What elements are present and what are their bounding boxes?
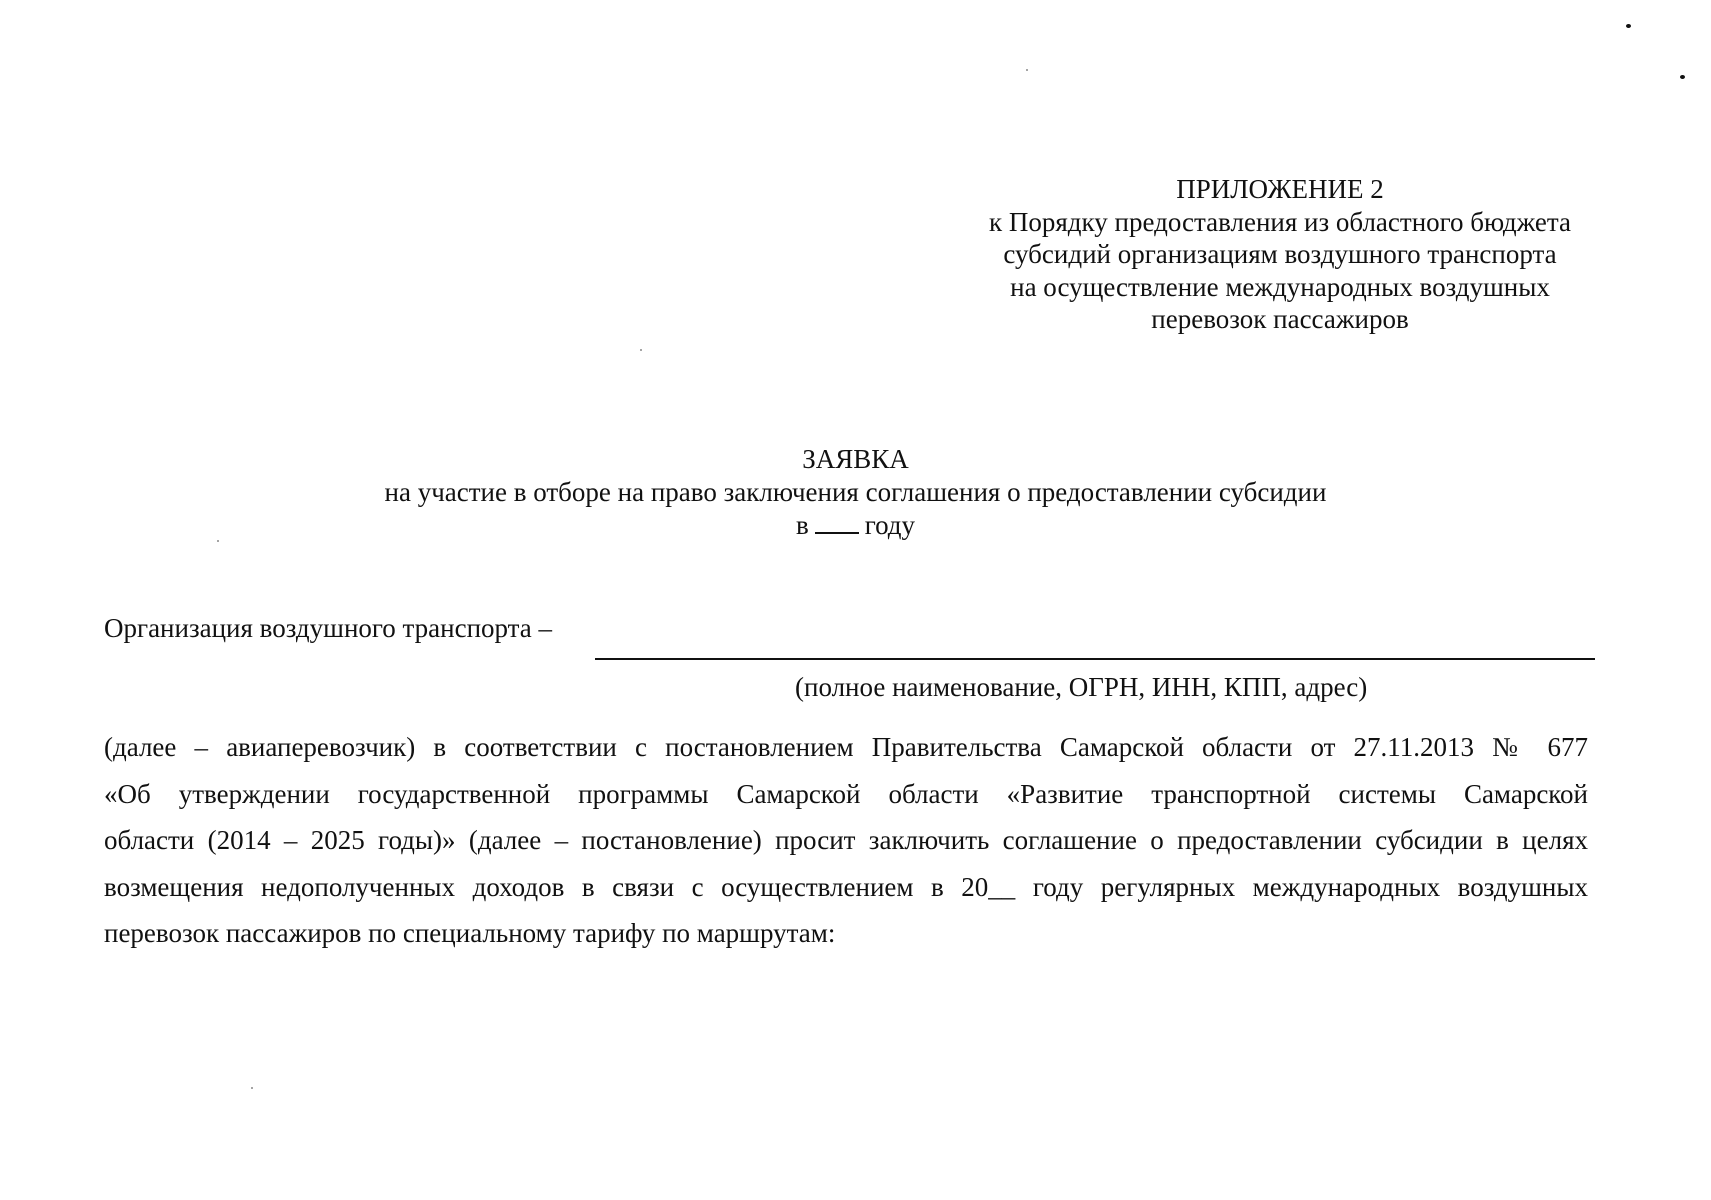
scan-speck — [251, 1087, 253, 1089]
appendix-block — [960, 173, 1600, 336]
application-title-block — [0, 443, 1711, 542]
year-blank — [815, 510, 859, 534]
organization-fill-line — [595, 658, 1595, 660]
scan-speck — [1026, 69, 1028, 71]
appendix-line: субсидий организациям воздушного транспорта — [1003, 239, 1557, 269]
application-subtitle: на участие в отборе на право заключения соглашения о предоставлении субсидии — [384, 477, 1327, 507]
body-line: области (2014 – 2025 годы)» (далее – постановление) просит заключить соглашение о предоставлении субсидии в целях — [104, 825, 1588, 855]
appendix-line: к Порядку предоставления из областного бюджета — [989, 206, 1571, 237]
year-line — [0, 509, 1711, 542]
scan-speck — [1626, 24, 1631, 28]
appendix-line: на осуществление международных воздушных — [1010, 271, 1550, 302]
body-line: (далее – авиаперевозчик) в соответствии с постановлением Правительства Самарской области от 27.11.2013 № 677 — [104, 732, 1588, 762]
scan-speck — [217, 540, 219, 542]
body-line: «Об утверждении государственной программы Самарской области «Развитие транспортной системы Самарской — [104, 778, 1588, 809]
organization-label: Организация воздушного транспорта – — [104, 613, 553, 643]
application-title: ЗАЯВКА — [802, 444, 909, 474]
organization-hint: (полное наименование, ОГРН, ИНН, КПП, адрес) — [795, 672, 1368, 702]
appendix-title: ПРИЛОЖЕНИЕ 2 — [1176, 174, 1384, 204]
body-line: перевозок пассажиров по специальному тарифу по маршрутам: — [104, 918, 836, 948]
scan-speck — [1680, 75, 1685, 79]
body-paragraph — [104, 724, 1588, 957]
year-suffix: году — [864, 510, 916, 540]
body-line: возмещения недополученных доходов в связи с осуществлением в 20__ году регулярных международных воздушных — [104, 871, 1588, 902]
scan-speck — [640, 349, 642, 351]
appendix-line: перевозок пассажиров — [1151, 304, 1409, 334]
year-prefix: в — [795, 510, 809, 540]
